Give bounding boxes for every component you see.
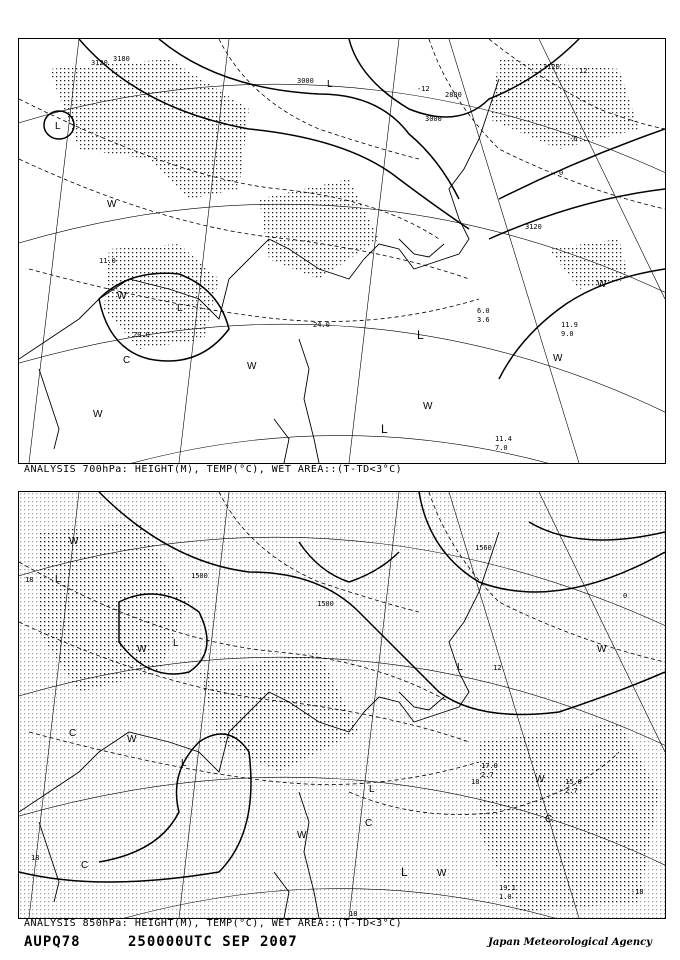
cold-symbols [123, 355, 130, 366]
station-value: 17.0 [481, 762, 498, 770]
cold-symbol: C [545, 814, 553, 825]
temperature-label: 0 [559, 169, 564, 177]
wet-area-shading [19, 492, 665, 918]
temperature-label: 0 [623, 592, 628, 600]
height-label: 2880 [445, 91, 462, 99]
temperature-label: 18 [471, 778, 480, 786]
station-value: 2.7 [565, 787, 578, 795]
warm-symbol: W [137, 644, 147, 655]
low-pressure-symbol: L [181, 758, 187, 769]
warm-symbol: W [297, 830, 307, 841]
height-label: 3120 [91, 59, 108, 67]
low-pressure-symbol: L [327, 79, 333, 90]
low-pressure-symbol: L [173, 638, 179, 649]
cold-symbol: C [365, 818, 373, 829]
low-pressure-symbol: L [381, 422, 388, 436]
warm-symbol: W [247, 361, 257, 372]
valid-time: 250000UTC SEP 2007 [128, 934, 298, 950]
temperature-label: -18 [631, 888, 644, 896]
caption-850hpa: ANALYSIS 850hPa: HEIGHT(M), TEMP(°C), WET AREA::(T-TD<3°C) [24, 918, 403, 929]
warm-symbol: W [117, 291, 127, 302]
temperature-label: -12 [417, 85, 430, 93]
warm-symbol: W [127, 734, 137, 745]
station-value: 6.0 [477, 307, 490, 315]
temperature-label: -6 [569, 135, 578, 143]
map-panel-700hpa [18, 38, 666, 464]
height-label: 3000 [297, 77, 314, 85]
wet-area-shading [49, 59, 639, 349]
map-canvas-700hpa [19, 39, 665, 463]
height-label: 3180 [113, 55, 130, 63]
height-label: 1500 [317, 600, 334, 608]
warm-symbol: W [69, 536, 79, 547]
station-value: 11.4 [495, 435, 512, 443]
map-canvas-850hpa [19, 492, 665, 918]
low-pressure-symbol: L [369, 784, 375, 795]
height-label: 1500 [191, 572, 208, 580]
height-label: 3120 [525, 223, 542, 231]
station-value: 15.0 [565, 778, 582, 786]
warm-symbol: W [535, 774, 545, 785]
station-value: 20.0 [133, 331, 150, 339]
low-pressure-symbol: L [457, 662, 463, 673]
agency-credit: Japan Meteorological Agency [488, 937, 652, 948]
low-pressure-symbol: L [177, 303, 183, 314]
height-label: 1560 [475, 544, 492, 552]
cold-symbol: C [69, 728, 77, 739]
station-value: 9.0 [561, 330, 574, 338]
warm-symbol: W [93, 409, 103, 420]
warm-symbol: W [553, 353, 563, 364]
temperature-label: 18 [25, 576, 34, 584]
warm-symbol: W [597, 644, 607, 655]
warm-symbol: W [107, 199, 117, 210]
station-value: 2.7 [481, 771, 494, 779]
temperature-label: 12 [579, 67, 588, 75]
warm-symbol: W [437, 868, 447, 879]
station-value: 11.9 [561, 321, 578, 329]
chart-id: AUPQ78 [24, 934, 81, 950]
low-pressure-symbol: L [55, 574, 61, 585]
station-value: 19.1 [499, 884, 516, 892]
temperature-label: 18 [31, 854, 40, 862]
height-label: 3000 [425, 115, 442, 123]
caption-700hpa: ANALYSIS 700hPa: HEIGHT(M), TEMP(°C), WET AREA::(T-TD<3°C) [24, 464, 403, 475]
map-panel-850hpa [18, 491, 666, 919]
low-pressure-symbol: L [55, 121, 61, 132]
station-value: 7.0 [495, 444, 508, 452]
station-value: 3.6 [477, 316, 490, 324]
station-value: 11.0 [99, 257, 116, 265]
cold-symbol: C [123, 355, 131, 366]
low-pressure-symbol: L [417, 328, 424, 342]
station-value: 24.0 [313, 321, 330, 329]
station-value: 1.0 [499, 893, 512, 901]
warm-symbol: W [423, 401, 433, 412]
height-label: 3120 [543, 63, 560, 71]
temperature-label: 12 [493, 664, 502, 672]
warm-symbol: W [597, 279, 607, 290]
cold-symbol: C [81, 860, 89, 871]
temperature-label: 18 [349, 910, 358, 918]
low-pressure-symbol: L [401, 865, 408, 879]
